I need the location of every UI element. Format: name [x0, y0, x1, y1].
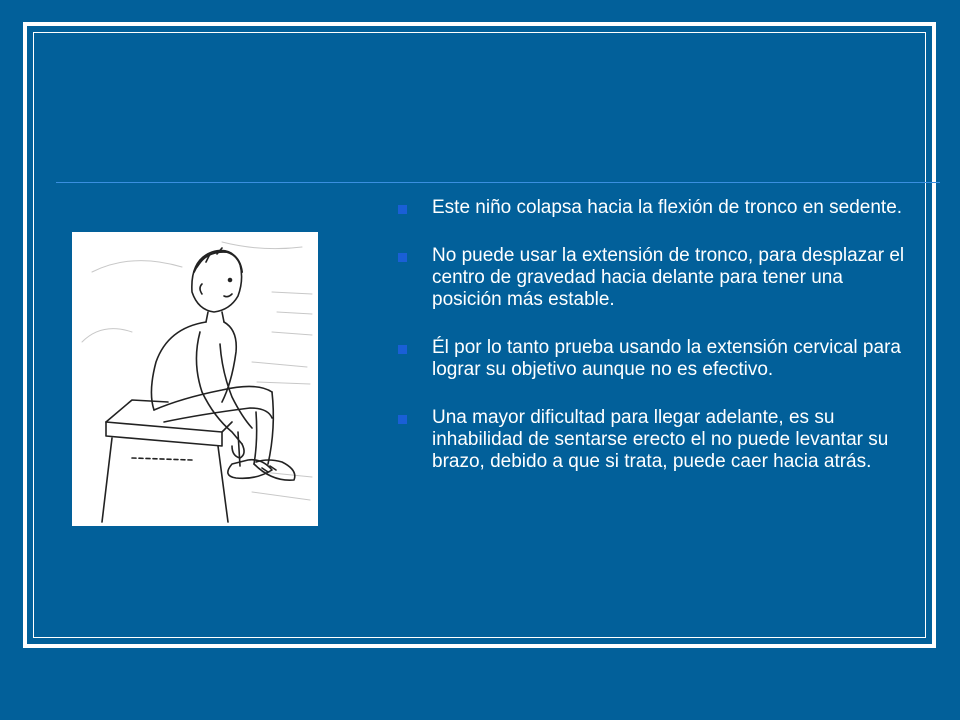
square-bullet-icon: [398, 253, 407, 262]
bullet-text: Él por lo tanto prueba usando la extensión cervical para lograr su objetivo aunque no es efectivo.: [432, 337, 901, 380]
child-sitting-illustration: [72, 232, 318, 526]
bullet-text: No puede usar la extensión de tronco, para desplazar el centro de gravedad hacia delante para tener una posición más estable.: [432, 245, 905, 310]
bullet-item: [396, 337, 916, 381]
title-divider-line: [56, 182, 940, 183]
square-bullet-icon: [398, 345, 407, 354]
square-bullet-icon: [398, 205, 407, 214]
bullet-text: Este niño colapsa hacia la flexión de tronco en sedente.: [432, 197, 903, 218]
bullet-item: [396, 407, 916, 473]
bullet-list: [396, 197, 916, 499]
bullet-text: Una mayor dificultad para llegar adelante, es su inhabilidad de sentarse erecto el no puede levantar su brazo, debido a que si trata, puede caer hacia atrás.: [432, 407, 889, 472]
bullet-item: [396, 245, 916, 311]
bullet-item: [396, 197, 916, 219]
square-bullet-icon: [398, 415, 407, 424]
